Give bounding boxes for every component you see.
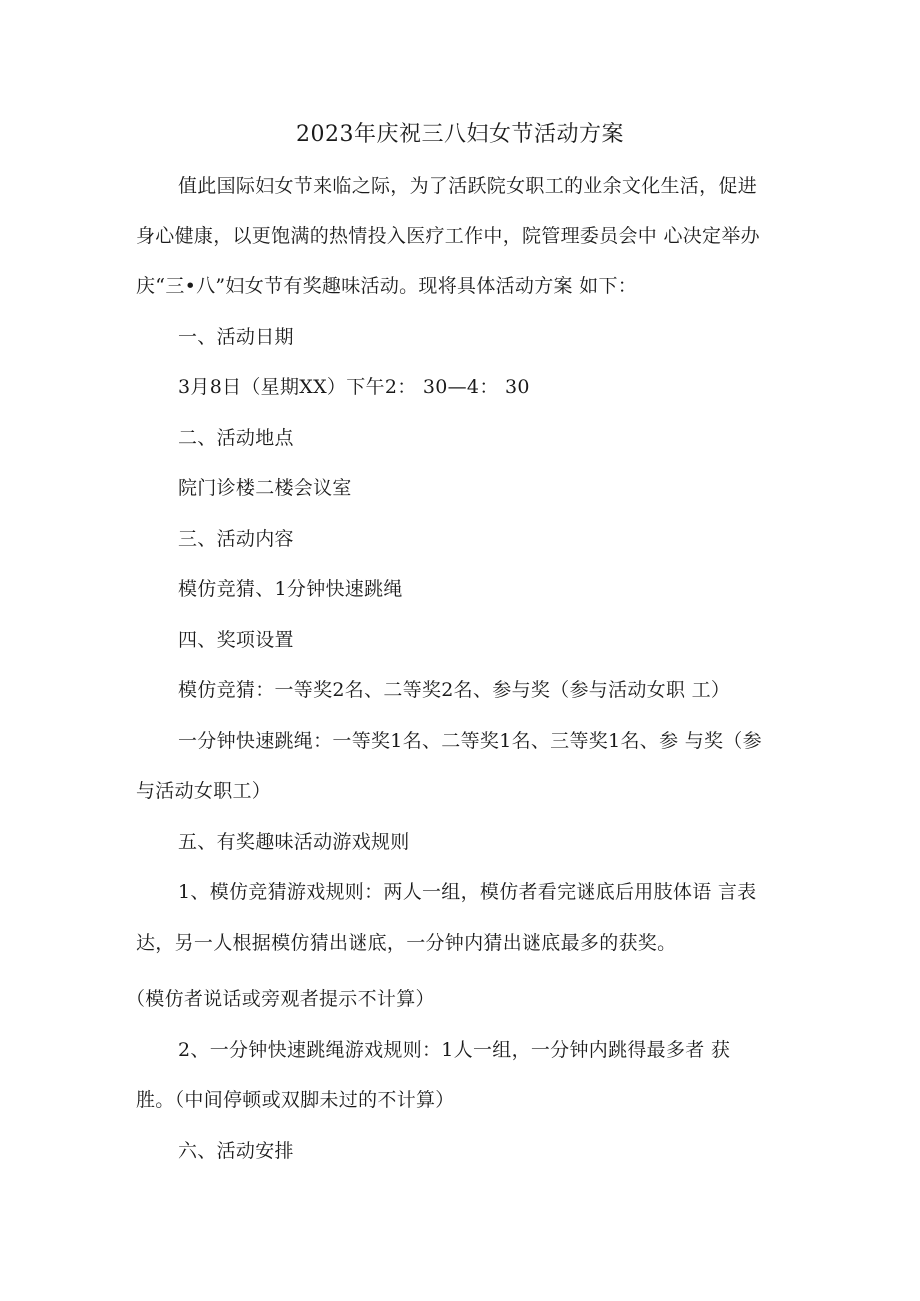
awards-rope-text-1: 一分钟快速跳绳：一等奖1名、二等奖1名、三等奖1名、参 与奖（参 [178, 730, 762, 752]
section-heading-rules: 五、有奖趣味活动游戏规则 [178, 831, 410, 853]
rule-mime-note: （模仿者说话或旁观者提示不计算） [126, 988, 435, 1010]
section-heading-awards: 四、奖项设置 [178, 629, 294, 651]
activity-date-text: 3月8日（星期XX）下午2： 30—4： 30 [178, 376, 530, 398]
document-title: 2023年庆祝三八妇女节活动方案 [296, 122, 624, 147]
section-heading-location: 二、活动地点 [178, 427, 294, 449]
activity-location-text: 院门诊楼二楼会议室 [178, 477, 352, 499]
paragraph-line-intro-1: 值此国际妇女节来临之际，为了活跃院女职工的业余文化生活，促进 [178, 175, 758, 197]
awards-mime-text: 模仿竞猜：一等奖2名、二等奖2名、参与奖（参与活动女职 工） [178, 679, 731, 701]
rule-rope-text-2: 胜。（中间停顿或双脚未过的不计算） [136, 1089, 455, 1111]
section-heading-date: 一、活动日期 [178, 326, 294, 348]
paragraph-line-intro-3: 庆“三•八”妇女节有奖趣味活动。现将具体活动方案 如下： [136, 275, 638, 297]
section-heading-arrangement: 六、活动安排 [178, 1140, 294, 1162]
paragraph-line-intro-2: 身心健康，以更饱满的热情投入医疗工作中，院管理委员会中 心决定举办 [136, 225, 760, 247]
activity-content-text: 模仿竞猜、1分钟快速跳绳 [178, 578, 403, 600]
section-heading-content: 三、活动内容 [178, 528, 294, 550]
rule-rope-text-1: 2、一分钟快速跳绳游戏规则：1人一组，一分钟内跳得最多者 获 [178, 1039, 731, 1061]
awards-rope-text-2: 与活动女职工） [136, 780, 272, 802]
rule-mime-text-1: 1、模仿竞猜游戏规则：两人一组，模仿者看完谜底后用肢体语 言表 [178, 881, 757, 903]
rule-mime-text-2: 达，另一人根据模仿猜出谜底，一分钟内猜出谜底最多的获奖。 [136, 932, 677, 954]
